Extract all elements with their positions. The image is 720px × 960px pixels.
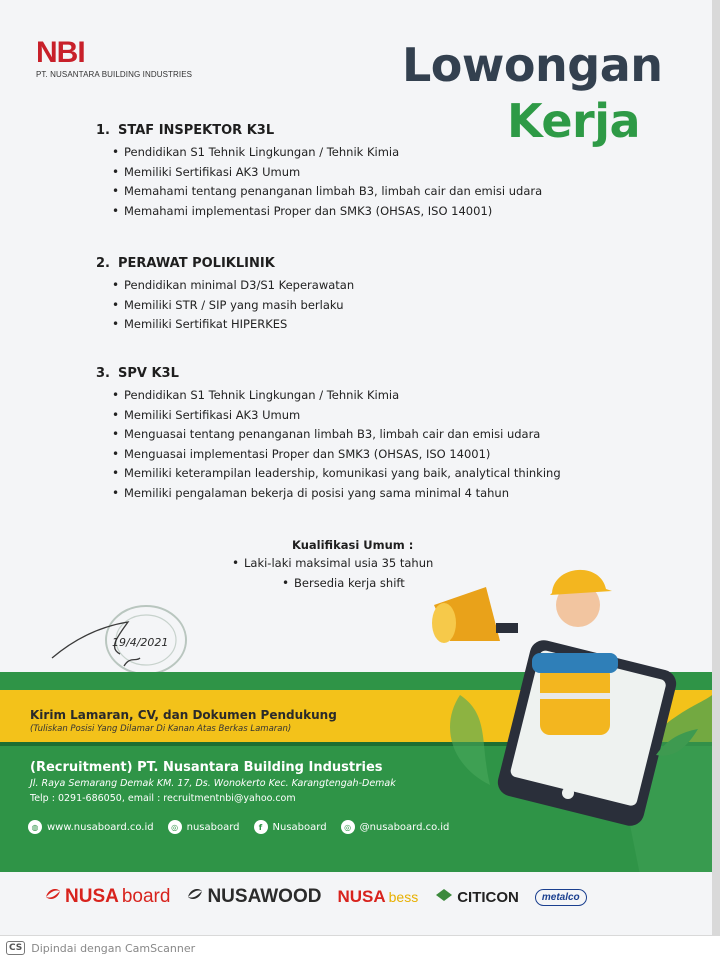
worker-megaphone-illustration bbox=[420, 545, 712, 875]
company-stamp-signature bbox=[48, 596, 188, 682]
nusa-swirl-icon bbox=[186, 885, 204, 909]
send-application-text: Kirim Lamaran, CV, dan Dokumen Pendukung bbox=[30, 708, 337, 722]
list-item: • Memiliki pengalaman bekerja di posisi yang sama minimal 4 tahun bbox=[124, 484, 561, 504]
citicon-block-icon bbox=[434, 887, 454, 907]
social-instagram-1[interactable]: ◎ nusaboard bbox=[168, 820, 240, 834]
qualifications-title: Kualifikasi Umum : bbox=[292, 538, 414, 552]
recruitment-heading: (Recruitment) PT. Nusantara Building Industries bbox=[30, 760, 383, 775]
camscanner-icon: CS bbox=[6, 941, 25, 955]
application-note: (Tuliskan Posisi Yang Dilamar Di Kanan Atas Berkas Lamaran) bbox=[30, 724, 292, 734]
social-website[interactable]: ◍ www.nusaboard.co.id bbox=[28, 820, 154, 834]
brand-logos bbox=[0, 872, 712, 922]
requirement-list bbox=[96, 143, 542, 221]
brand-nusabess: NUSA bess bbox=[337, 887, 419, 906]
list-item: • Memiliki Sertifikasi AK3 Umum bbox=[124, 163, 542, 183]
list-item: • Menguasai tentang penanganan limbah B3, limbah cair dan emisi udara bbox=[124, 425, 561, 445]
leaf-shape-left bbox=[450, 695, 490, 785]
list-item: • Pendidikan S1 Tehnik Lingkungan / Tehnik Kimia bbox=[124, 143, 542, 163]
social-instagram-2[interactable]: ◎ @nusaboard.co.id bbox=[341, 820, 450, 834]
list-item: • Bersedia kerja shift bbox=[294, 574, 480, 594]
position-section-3 bbox=[96, 366, 561, 503]
worker-shirt bbox=[532, 653, 618, 673]
logo-mark: NBI bbox=[36, 36, 85, 69]
requirement-list bbox=[96, 276, 354, 335]
list-item: • Memiliki STR / SIP yang masih berlaku bbox=[124, 296, 354, 316]
requirement-list bbox=[96, 386, 561, 503]
brand-metalco: metalco bbox=[535, 889, 587, 906]
phone-button bbox=[562, 787, 574, 799]
list-item: • Memahami tentang penanganan limbah B3, limbah cair dan emisi udara bbox=[124, 182, 542, 202]
list-item: • Memiliki keterampilan leadership, komunikasi yang baik, analytical thinking bbox=[124, 464, 561, 484]
phone-email: Telp : 0291-686050, email : recruitmentnbi@yahoo.com bbox=[30, 793, 296, 804]
safety-vest bbox=[540, 665, 610, 735]
scanner-watermark-text: Dipindai dengan CamScanner bbox=[31, 941, 196, 955]
list-item: • Laki-laki maksimal usia 35 tahun bbox=[244, 554, 480, 574]
hard-hat bbox=[550, 570, 612, 595]
list-item: • Pendidikan S1 Tehnik Lingkungan / Tehnik Kimia bbox=[124, 386, 561, 406]
position-title: 1. STAF INSPEKTOR K3L bbox=[96, 123, 275, 138]
social-links bbox=[28, 820, 449, 834]
instagram-icon: ◎ bbox=[341, 820, 355, 834]
megaphone-mouth bbox=[432, 603, 456, 643]
brand-citicon: CITICON bbox=[434, 887, 519, 907]
facebook-icon: f bbox=[254, 820, 268, 834]
poster-title-line1: Lowongan bbox=[402, 38, 663, 92]
company-address: Jl. Raya Semarang Demak KM. 17, Ds. Wonokerto Kec. Karangtengah-Demak bbox=[30, 778, 396, 789]
position-title: 2. PERAWAT POLIKLINIK bbox=[96, 256, 275, 271]
list-item: • Memiliki Sertifikat HIPERKES bbox=[124, 315, 354, 335]
nusa-swirl-icon bbox=[44, 885, 62, 909]
brand-nusawood: NUSAWOOD bbox=[186, 885, 321, 909]
position-section-2 bbox=[96, 256, 354, 335]
vest-stripe bbox=[540, 693, 610, 699]
list-item: • Menguasai implementasi Proper dan SMK3 (OHSAS, ISO 14001) bbox=[124, 445, 561, 465]
stamp-date: 19/4/2021 bbox=[112, 636, 169, 649]
position-title: 3. SPV K3L bbox=[96, 366, 179, 381]
brand-nusaboard: NUSA board bbox=[44, 885, 170, 909]
position-section-1 bbox=[96, 123, 542, 221]
company-logo bbox=[36, 38, 192, 79]
instagram-icon: ◎ bbox=[168, 820, 182, 834]
megaphone-handle bbox=[496, 623, 518, 633]
list-item: • Memahami implementasi Proper dan SMK3 (OHSAS, ISO 14001) bbox=[124, 202, 542, 222]
list-item: • Pendidikan minimal D3/S1 Keperawatan bbox=[124, 276, 354, 296]
poster-title-line2: Kerja bbox=[507, 94, 641, 148]
social-facebook[interactable]: f Nusaboard bbox=[254, 820, 327, 834]
logo-company-name: PT. NUSANTARA BUILDING INDUSTRIES bbox=[36, 70, 193, 79]
list-item: • Memiliki Sertifikasi AK3 Umum bbox=[124, 406, 561, 426]
globe-icon: ◍ bbox=[28, 820, 42, 834]
scanner-footer bbox=[0, 936, 720, 960]
